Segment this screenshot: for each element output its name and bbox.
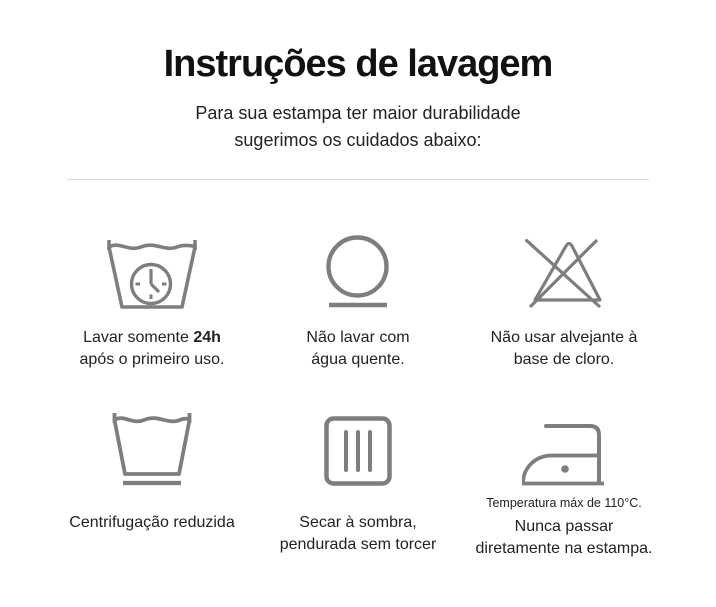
instruction-caption	[280, 512, 437, 556]
instruction-card-dry-shade	[255, 412, 461, 560]
caption-text: Centrifugação reduzida	[69, 514, 235, 531]
instruction-caption	[69, 512, 234, 534]
caption-text: Não lavar com	[306, 329, 410, 346]
reduced-spin-tub-icon	[49, 412, 255, 486]
no-hot-water-icon	[255, 235, 461, 309]
section-divider	[67, 179, 649, 180]
iron-low-temp-icon	[461, 412, 667, 486]
caption-text: Nunca passar	[514, 518, 614, 535]
caption-bold-text: 24h	[193, 329, 221, 346]
caption-text: pendurada sem torcer	[279, 536, 437, 553]
caption-text: Secar à sombra,	[299, 514, 417, 531]
caption-text: base de cloro.	[513, 351, 615, 368]
caption-text: água quente.	[311, 351, 405, 368]
instruction-caption	[476, 516, 653, 560]
iron-temperature-note: Temperatura máx de 110°C.	[486, 496, 642, 510]
caption-text: após o primeiro uso.	[79, 351, 225, 368]
instruction-card-no-hot-water	[255, 235, 461, 371]
wash-tub-clock-icon	[49, 235, 255, 309]
instruction-card-wash-24h	[49, 235, 255, 371]
drip-dry-shade-icon	[255, 412, 461, 486]
page-title: Instruções de lavagem	[163, 43, 553, 85]
instructions-grid	[49, 235, 667, 560]
instruction-caption	[80, 327, 225, 371]
subtitle-line2: sugerimos os cuidados abaixo:	[234, 130, 482, 150]
subtitle-line1: Para sua estampa ter maior durabilidade	[195, 103, 521, 123]
instruction-caption	[306, 327, 409, 371]
subtitle	[0, 100, 716, 154]
instruction-card-no-bleach	[461, 235, 667, 371]
instruction-card-reduced-spin	[49, 412, 255, 560]
caption-text: diretamente na estampa.	[475, 540, 653, 557]
caption-text: Não usar alvejante à	[490, 329, 638, 346]
instruction-card-no-iron-print	[461, 412, 667, 560]
no-bleach-icon	[461, 235, 667, 309]
caption-text: Lavar somente	[83, 329, 194, 346]
instruction-caption	[491, 327, 638, 371]
